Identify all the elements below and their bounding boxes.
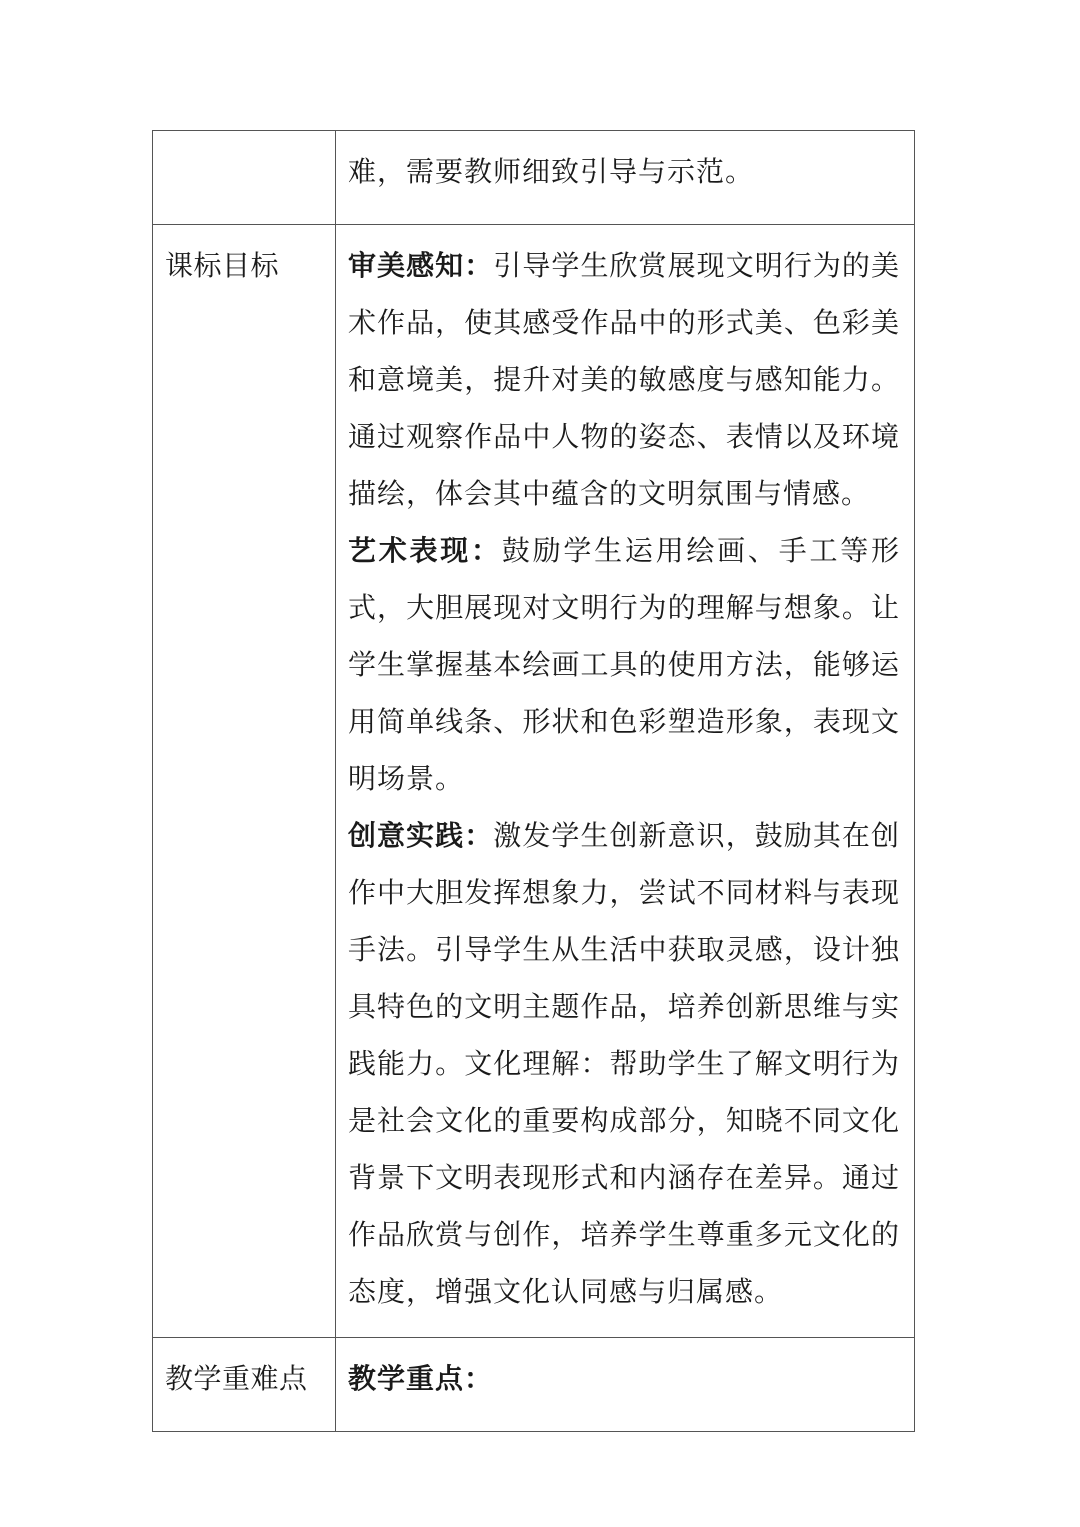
paragraph-lead: 审美感知： — [348, 249, 494, 282]
content-paragraph — [348, 1350, 900, 1407]
paragraph-text: 难，需要教师细致引导与示范。 — [348, 155, 755, 188]
row-content — [336, 1338, 915, 1432]
row-content — [336, 131, 915, 225]
paragraph-text: 引导学生欣赏展现文明行为的美术作品，使其感受作品中的形式美、色彩美和意境美，提升对美的敏感度与感知能力。通过观察作品中人物的姿态、表情以及环境描绘，体会其中蕴含的文明氛围与情感。 — [348, 249, 900, 510]
row-label: 教学重难点 — [153, 1338, 336, 1432]
row-label — [153, 131, 336, 225]
paragraph-lead: 创意实践： — [348, 819, 494, 852]
content-paragraph — [348, 522, 900, 807]
paragraph-lead: 艺术表现： — [348, 534, 502, 567]
table-row — [153, 131, 915, 225]
paragraph-lead: 教学重点： — [348, 1362, 494, 1395]
paragraph-text: 鼓励学生运用绘画、手工等形式，大胆展现对文明行为的理解与想象。让学生掌握基本绘画工具的使用方法，能够运用简单线条、形状和色彩塑造形象，表现文明场景。 — [348, 534, 900, 795]
table-row — [153, 225, 915, 1338]
content-paragraph — [348, 143, 900, 200]
lesson-plan-table — [152, 130, 915, 1432]
paragraph-text: 激发学生创新意识，鼓励其在创作中大胆发挥想象力，尝试不同材料与表现手法。引导学生从生活中获取灵感，设计独具特色的文明主题作品，培养创新思维与实践能力。文化理解：帮助学生了解文明行为是社会文化的重要构成部分，知晓不同文化背景下文明表现形式和内涵存在差异。通过作品欣赏与创作，培养学生尊重多元文化的态度，增强文化认同感与归属感。 — [348, 819, 900, 1308]
row-content — [336, 225, 915, 1338]
content-paragraph — [348, 237, 900, 522]
content-paragraph — [348, 807, 900, 1320]
row-label: 课标目标 — [153, 225, 336, 1338]
table-row — [153, 1338, 915, 1432]
